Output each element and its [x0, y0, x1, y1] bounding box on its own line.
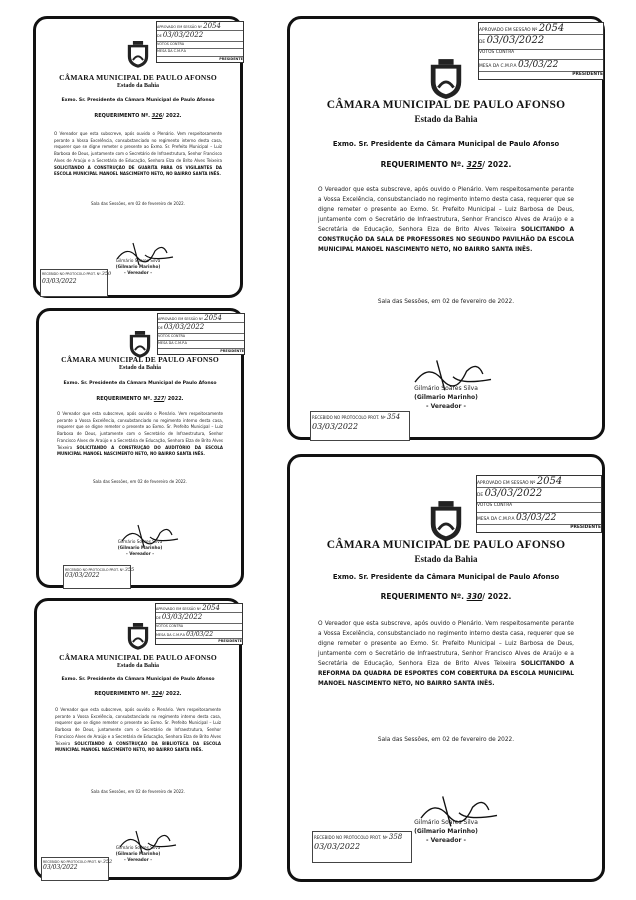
document-card-330	[287, 454, 605, 882]
protocol-stamp: RECEBIDO NO PROTOCOLO PROT. Nº 354 03/03/2022	[310, 411, 410, 441]
signer-name: Gilmário Soares Silva	[414, 819, 478, 826]
session-date-line: Sala das Sessões, em 02 de fevereiro de 2022.	[91, 201, 185, 206]
addressee: Exmo. Sr. Presidente da Câmara Municipal de Paulo Afonso	[332, 573, 560, 581]
signer-role: - Vereador -	[126, 551, 154, 556]
request-body: O Vereador que esta subscreve, após ouvido o Plenário. Vem respeitosamente perante a Vossa Excelência, consubstanciado no regimento interno desta casa, requerer que se digne remeter o presente ao Exmo. Sr. Prefeito Municipal – Luiz Barbosa de Deus, juntamente com o Secretário de Infraestrutura, Senhor Francisco Alves de Araújo e a Secretária de Educação, Senhora Elza de Brito Alves Teixeira SOLICITANDO A CONSTRUÇÃO DO AUDITÓRIO DA ESCOLA MUNICIPAL MANOEL NASCIMENTO NETO, NO BAIRRO SANTA INÊS.	[57, 411, 223, 457]
signer-alias: (Gilmario Marinho)	[115, 264, 161, 269]
state-subtitle: Estado da Bahia	[118, 365, 161, 371]
request-body: O Vereador que esta subscreve, após ouvido o Plenário. Vem respeitosamente perante a Vossa Excelência, consubstanciado no regimento interno desta casa, requerer que se digne remeter o presente ao Exmo. Sr. Prefeito Municipal – Luiz Barbosa de Deus, juntamente com o Secretário de Infraestrutura, Senhor Francisco Alves de Araújo e a Secretária de Educação, Senhora Elza de Brito Alves Teixeira SOLICITANDO A CONSTRUÇÃO DA SALA DE PROFESSORES NO SEGUNDO PAVILHÃO DA ESCOLA MUNICIPAL MANOEL NASCIMENTO NETO, NO BAIRRO SANTA INÊS.	[318, 187, 575, 253]
signer-name: Gilmário Soares Silva	[115, 845, 161, 850]
addressee: Exmo. Sr. Presidente da Câmara Municipal de Paulo Afonso	[63, 381, 217, 386]
approval-stamp: APROVADO EM SESSÃO Nº 2054 DE 03/03/2022 VOTOS CONTRA MESA DA C.M.P.A 03/03/22 PRESIDENTE	[476, 475, 602, 533]
coat-of-arms-icon	[125, 41, 151, 69]
signer-alias: (Gilmario Marinho)	[414, 394, 478, 401]
request-body: O Vereador que esta subscreve, após ouvido o Plenário. Vem respeitosamente perante a Vossa Excelência, consubstanciado no regimento interno desta casa, requerer que se digne remeter o presente ao Exmo. Sr. Prefeito Municipal – Luiz Barbosa de Deus, juntamente com o Secretário de Infraestrutura, Senhor Francisco Alves de Araújo e a Secretária de Educação, Senhora Elza de Brito Alves Teixeira SOLICITANDO A CONSTRUÇÃO DA BIBLIOTECA DA ESCOLA MUNICIPAL MANOEL NASCIMENTO NETO, NO BAIRRO SANTA INÊS.	[55, 707, 221, 753]
signer-name: Gilmário Soares Silva	[115, 258, 161, 263]
signer-alias: (Gilmario Marinho)	[115, 851, 161, 856]
request-heading: REQUERIMENTO Nº. 325/ 2022.	[380, 160, 512, 169]
request-body: O Vereador que esta subscreve, após ouvido o Plenário. Vem respeitosamente perante a Vossa Excelência, consubstanciado no regimento interno desta casa, requerer que se digne remeter o presente ao Exmo. Sr. Prefeito Municipal – Luiz Barbosa de Deus, juntamente com o Secretário de Infraestrutura, Senhor Francisco Alves de Araújo e a Secretária de Educação, Senhora Elza de Brito Alves Teixeira SOLICITANDO A REFORMA DA QUADRA DE ESPORTES COM COBERTURA DA ESCOLA MUNICIPAL MANOEL NASCIMENTO NETO, NO BAIRRO SANTA INÊS.	[318, 621, 575, 687]
protocol-stamp: RECEBIDO NO PROTOCOLO PROT. Nº 350 03/03/2022	[40, 269, 108, 297]
chamber-title: CÂMARA MUNICIPAL DE PAULO AFONSO	[326, 539, 566, 551]
coat-of-arms-icon	[125, 623, 151, 651]
coat-of-arms-icon	[427, 501, 465, 543]
signer-role: - Vereador -	[426, 403, 466, 410]
signer-role: - Vereador -	[426, 837, 466, 844]
signer-name: Gilmário Soares Silva	[414, 385, 478, 392]
request-body: O Vereador que esta subscreve, após ouvido o Plenário. Vem respeitosamente perante a Vossa Excelência, consubstanciado no regimento interno desta casa, requerer que se digne remeter o presente ao Exmo. Sr. Prefeito Municipal – Luiz Barbosa de Deus, juntamente com o Secretário de Infraestrutura, Senhor Francisco Alves de Araújo e a Secretária de Educação, Senhora Elza de Brito Alves Teixeira SOLICITANDO A CONSTRUÇÃO DE GUARITA PARA OS VIGILANTES DA ESCOLA MUNICIPAL MANOEL NASCIMENTO NETO, NO BAIRRO SANTA INÊS.	[54, 131, 222, 177]
document-card-326	[33, 16, 243, 298]
addressee: Exmo. Sr. Presidente da Câmara Municipal de Paulo Afonso	[332, 140, 560, 148]
document-card-327	[36, 308, 244, 588]
state-subtitle: Estado da Bahia	[414, 114, 478, 124]
signer-role: - Vereador -	[124, 857, 152, 862]
signer-name: Gilmário Soares Silva	[117, 539, 163, 544]
addressee: Exmo. Sr. Presidente da Câmara Municipal de Paulo Afonso	[61, 677, 215, 682]
session-date-line: Sala das Sessões, em 02 de fevereiro de 2022.	[91, 789, 185, 794]
state-subtitle: Estado da Bahia	[414, 554, 478, 564]
chamber-title: CÂMARA MUNICIPAL DE PAULO AFONSO	[59, 73, 217, 82]
approval-stamp: APROVADO EM SESSÃO Nº 2054 DE 03/03/2022 VOTOS CONTRA MESA DA C.M.P.A PRESIDENTE	[157, 22, 243, 61]
chamber-title: CÂMARA MUNICIPAL DE PAULO AFONSO	[61, 355, 219, 364]
chamber-title: CÂMARA MUNICIPAL DE PAULO AFONSO	[59, 653, 217, 662]
approval-stamp: APROVADO EM SESSÃO Nº 2054 DE 03/03/2022 VOTOS CONTRA MESA DA C.M.P.A 03/03/22 PRESIDENTE	[478, 22, 604, 80]
request-heading: REQUERIMENTO Nº. 324/ 2022.	[94, 691, 182, 697]
protocol-stamp: RECEBIDO NO PROTOCOLO PROT. Nº 355 03/03/2022	[63, 565, 131, 589]
session-date-line: Sala das Sessões, em 02 de fevereiro de 2022.	[93, 479, 187, 484]
session-date-line: Sala das Sessões, em 02 de fevereiro de 2022.	[377, 737, 515, 743]
chamber-title: CÂMARA MUNICIPAL DE PAULO AFONSO	[326, 99, 566, 111]
addressee: Exmo. Sr. Presidente da Câmara Municipal de Paulo Afonso	[61, 98, 215, 103]
approval-stamp: APROVADO EM SESSÃO Nº 2054 DE 03/03/2022 VOTOS CONTRA MESA DA C.M.P.A PRESIDENTE	[158, 314, 244, 353]
document-card-324	[34, 598, 242, 880]
request-heading: REQUERIMENTO Nº. 327/ 2022.	[96, 396, 184, 402]
state-subtitle: Estado da Bahia	[116, 663, 159, 669]
request-heading: REQUERIMENTO Nº. 326/ 2022.	[94, 113, 182, 119]
coat-of-arms-icon	[427, 59, 465, 101]
request-heading: REQUERIMENTO Nº. 330/ 2022.	[380, 592, 512, 601]
document-card-325	[287, 16, 605, 440]
protocol-stamp: RECEBIDO NO PROTOCOLO PROT. Nº 358 03/03/2022	[312, 831, 412, 863]
protocol-stamp: RECEBIDO NO PROTOCOLO PROT. Nº 352 03/03/2022	[41, 857, 109, 881]
signer-alias: (Gilmario Marinho)	[117, 545, 163, 550]
signer-role: - Vereador -	[124, 270, 152, 275]
state-subtitle: Estado da Bahia	[116, 83, 159, 89]
signer-alias: (Gilmario Marinho)	[414, 828, 478, 835]
approval-stamp: APROVADO EM SESSÃO Nº 2054 DE 03/03/2022 VOTOS CONTRA MESA DA C.M.P.A 03/03/22 PRESIDENTE	[156, 604, 242, 643]
session-date-line: Sala das Sessões, em 02 de fevereiro de 2022.	[377, 299, 515, 305]
